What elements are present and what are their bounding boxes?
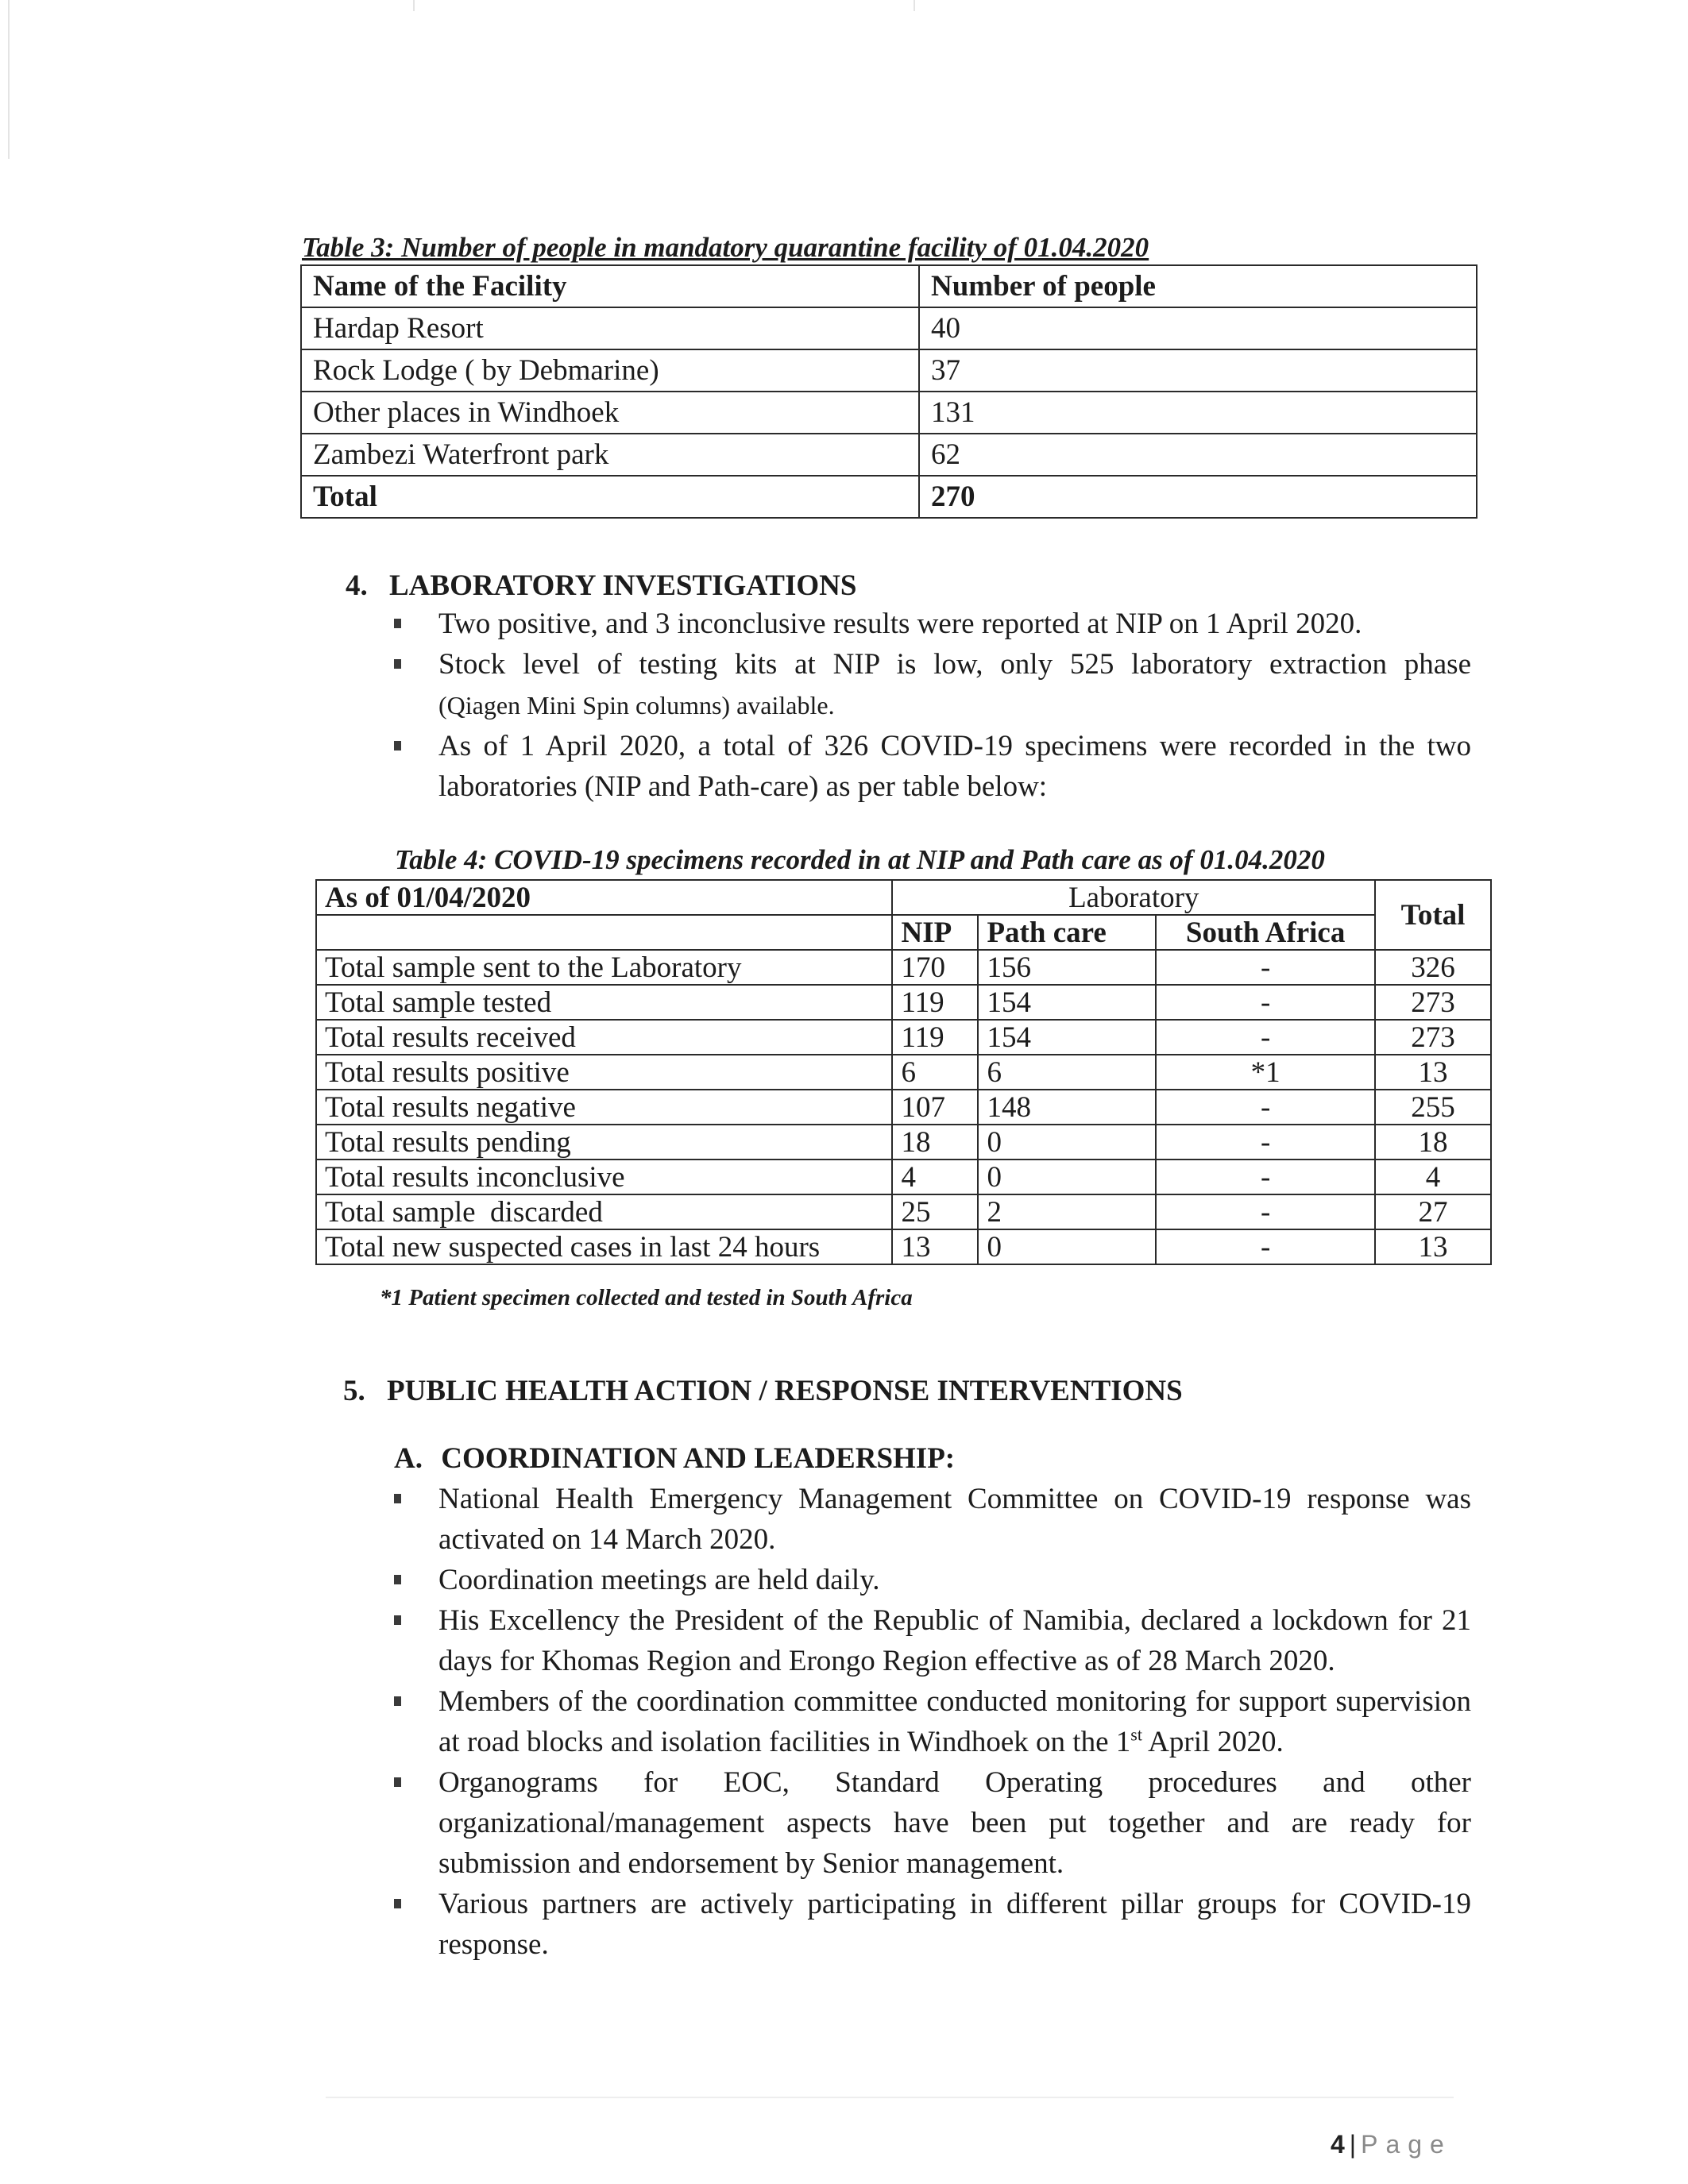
footer-faint-rule <box>326 2097 1454 2098</box>
nip-value: 119 <box>892 985 978 1020</box>
header-total: Total <box>1375 880 1491 950</box>
bullet-text: April 2020. <box>1141 1726 1284 1758</box>
bullet-text: Members of the coordination committee conducted monitoring for support supervision at road blocks and isolation facilities in Windhoek on the 1 <box>438 1685 1471 1758</box>
table3-total-row <box>301 476 1477 518</box>
subsection-a-title: COORDINATION AND LEADERSHIP: <box>441 1442 956 1475</box>
bullet-text: His Excellency the President of the Republic of Namibia, declared a lockdown for 21 days for Khomas Region and Erongo Region effective as of 28 March 2020. <box>438 1604 1471 1677</box>
metric-label: Total results positive <box>316 1055 892 1090</box>
metric-label: Total sample sent to the Laboratory <box>316 950 892 985</box>
path-care-value: 156 <box>978 950 1156 985</box>
subsection-a-letter: A. <box>394 1442 423 1475</box>
metric-label: Total sample tested <box>316 985 892 1020</box>
people-count: 131 <box>919 392 1477 434</box>
bullet-text: As of 1 April 2020, a total of 326 COVID-19 specimens were recorded in the two laboratories (NIP and Path-care) as per table below: <box>438 730 1471 803</box>
section5-title: PUBLIC HEALTH ACTION / RESPONSE INTERVENTIONS <box>387 1375 1183 1407</box>
total-value: 326 <box>1375 950 1491 985</box>
facility-name: Other places in Windhoek <box>301 392 919 434</box>
south-africa-value: - <box>1156 950 1375 985</box>
list-item <box>391 644 1471 726</box>
table-row <box>316 1194 1491 1229</box>
path-care-value: 0 <box>978 1229 1156 1264</box>
subsection-a-heading <box>394 1441 955 1476</box>
scan-edge-top-mark <box>413 0 415 11</box>
table-row <box>316 1055 1491 1090</box>
bullet-square-icon <box>394 1615 401 1625</box>
list-item <box>391 1479 1471 1560</box>
bullet-square-icon <box>394 1696 401 1706</box>
header-facility-name: Name of the Facility <box>301 265 919 307</box>
bullet-text: Coordination meetings are held daily. <box>438 1564 880 1596</box>
total-value: 273 <box>1375 1020 1491 1055</box>
path-care-value: 154 <box>978 985 1156 1020</box>
metric-label: Total sample discarded <box>316 1194 892 1229</box>
path-care-value: 0 <box>978 1125 1156 1160</box>
section5-bullets <box>391 1479 1471 1965</box>
list-item <box>391 604 1471 644</box>
header-nip: NIP <box>892 915 978 950</box>
south-africa-value: *1 <box>1156 1055 1375 1090</box>
total-value: 273 <box>1375 985 1491 1020</box>
south-africa-value: - <box>1156 1125 1375 1160</box>
table-row <box>301 434 1477 476</box>
nip-value: 170 <box>892 950 978 985</box>
list-item <box>391 1884 1471 1965</box>
header-laboratory: Laboratory <box>892 880 1375 915</box>
table4-header-row-1 <box>316 880 1491 915</box>
section4-heading <box>346 569 856 603</box>
facility-name: Hardap Resort <box>301 307 919 349</box>
people-count: 37 <box>919 349 1477 392</box>
bullet-text: Two positive, and 3 inconclusive results were reported at NIP on 1 April 2020. <box>438 608 1362 640</box>
people-count: 62 <box>919 434 1477 476</box>
scan-edge-left <box>8 0 10 159</box>
bullet-text: Various partners are actively participating in different pillar groups for COVID-19 response. <box>438 1888 1471 1961</box>
section5-number: 5. <box>343 1375 365 1407</box>
facility-name: Zambezi Waterfront park <box>301 434 919 476</box>
facility-name: Rock Lodge ( by Debmarine) <box>301 349 919 392</box>
nip-value: 18 <box>892 1125 978 1160</box>
nip-value: 13 <box>892 1229 978 1264</box>
nip-value: 119 <box>892 1020 978 1055</box>
metric-label: Total results pending <box>316 1125 892 1160</box>
header-blank <box>316 915 892 950</box>
total-value: 255 <box>1375 1090 1491 1125</box>
bullet-square-icon <box>394 1575 401 1584</box>
scan-edge-top-mark <box>914 0 915 11</box>
total-value: 4 <box>1375 1160 1491 1194</box>
metric-label: Total new suspected cases in last 24 hours <box>316 1229 892 1264</box>
nip-value: 25 <box>892 1194 978 1229</box>
page-separator: | <box>1349 2130 1357 2159</box>
table4-covid-specimens <box>315 879 1492 1265</box>
table-row <box>301 349 1477 392</box>
header-number-of-people: Number of people <box>919 265 1477 307</box>
metric-label: Total results inconclusive <box>316 1160 892 1194</box>
table4-footnote: *1 Patient specimen collected and tested in South Africa <box>380 1285 913 1310</box>
list-item <box>391 1560 1471 1600</box>
metric-label: Total results received <box>316 1020 892 1055</box>
nip-value: 6 <box>892 1055 978 1090</box>
total-value: 13 <box>1375 1055 1491 1090</box>
south-africa-value: - <box>1156 1020 1375 1055</box>
table4-caption: Table 4: COVID-19 specimens recorded in at NIP and Path care as of 01.04.2020 <box>395 844 1325 875</box>
table3-caption: Table 3: Number of people in mandatory quarantine facility of 01.04.2020 <box>302 232 1149 263</box>
nip-value: 4 <box>892 1160 978 1194</box>
bullet-square-icon <box>394 1494 401 1503</box>
header-south-africa: South Africa <box>1156 915 1375 950</box>
list-item <box>391 1600 1471 1681</box>
table-row <box>316 1160 1491 1194</box>
total-value: 13 <box>1375 1229 1491 1264</box>
page-label: Page <box>1361 2130 1452 2159</box>
section4-number: 4. <box>346 569 368 602</box>
bullet-text: Stock level of testing kits at NIP is low, only 525 laboratory extraction phase <box>438 648 1471 681</box>
path-care-value: 2 <box>978 1194 1156 1229</box>
bullet-square-icon <box>394 659 401 669</box>
path-care-value: 6 <box>978 1055 1156 1090</box>
section4-title: LABORATORY INVESTIGATIONS <box>389 569 857 602</box>
bullet-square-icon <box>394 741 401 751</box>
bullet-square-icon <box>394 619 401 628</box>
table-row <box>301 392 1477 434</box>
header-path-care: Path care <box>978 915 1156 950</box>
south-africa-value: - <box>1156 1160 1375 1194</box>
path-care-value: 154 <box>978 1020 1156 1055</box>
section4-bullets <box>391 604 1471 807</box>
south-africa-value: - <box>1156 1229 1375 1264</box>
table-row <box>301 307 1477 349</box>
nip-value: 107 <box>892 1090 978 1125</box>
list-item <box>391 1681 1471 1762</box>
table3-header-row <box>301 265 1477 307</box>
page-number: 4 <box>1331 2130 1345 2159</box>
bullet-text: National Health Emergency Management Committee on COVID-19 response was activated on 14 March 2020. <box>438 1483 1471 1556</box>
table-row <box>316 1125 1491 1160</box>
header-as-of-date: As of 01/04/2020 <box>316 880 892 915</box>
ordinal-suffix: st <box>1130 1724 1142 1745</box>
table-row <box>316 950 1491 985</box>
list-item <box>391 726 1471 807</box>
total-value: 18 <box>1375 1125 1491 1160</box>
bullet-text: Organograms for EOC, Standard Operating procedures and other organizational/management aspects have been put together and are ready for submission and endorsement by Senior management. <box>438 1766 1471 1880</box>
section5-heading <box>343 1374 1183 1408</box>
south-africa-value: - <box>1156 1194 1375 1229</box>
south-africa-value: - <box>1156 1090 1375 1125</box>
metric-label: Total results negative <box>316 1090 892 1125</box>
bullet-text-small: (Qiagen Mini Spin columns) available. <box>438 691 835 720</box>
path-care-value: 0 <box>978 1160 1156 1194</box>
page-footer <box>1331 2130 1452 2159</box>
table-row <box>316 1229 1491 1264</box>
south-africa-value: - <box>1156 985 1375 1020</box>
people-count: 40 <box>919 307 1477 349</box>
total-value: 270 <box>919 476 1477 518</box>
total-value: 27 <box>1375 1194 1491 1229</box>
table4-header-row-2 <box>316 915 1491 950</box>
table-row <box>316 1090 1491 1125</box>
total-label: Total <box>301 476 919 518</box>
bullet-square-icon <box>394 1899 401 1908</box>
table3-quarantine-facilities <box>300 264 1477 519</box>
list-item <box>391 1762 1471 1884</box>
table-row <box>316 1020 1491 1055</box>
bullet-square-icon <box>394 1777 401 1787</box>
table-row <box>316 985 1491 1020</box>
path-care-value: 148 <box>978 1090 1156 1125</box>
